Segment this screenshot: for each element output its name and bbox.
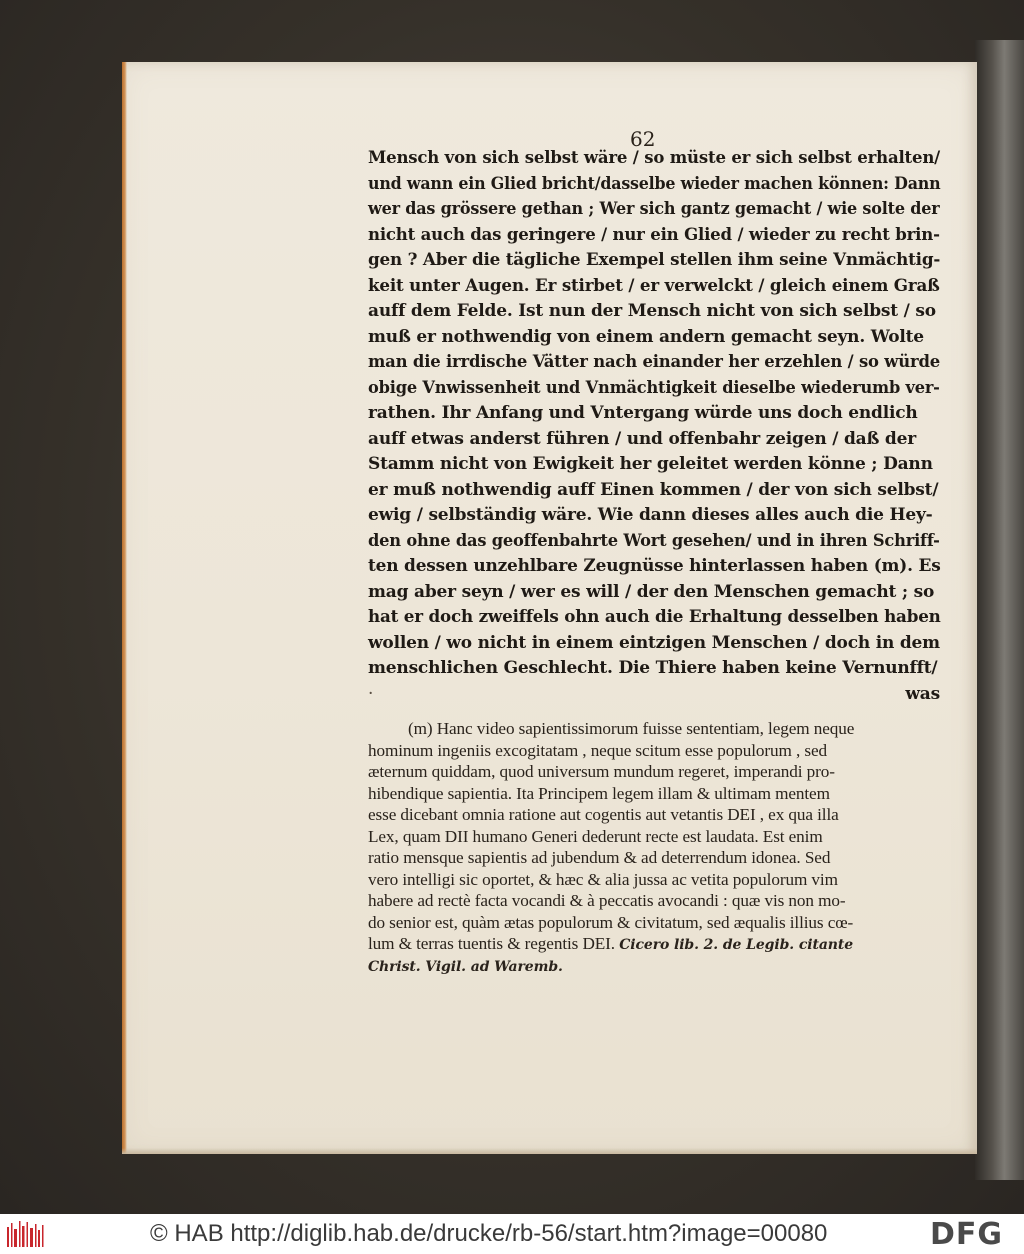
text-line: den ohne das geoffenbahrte Wort gesehen/ und in ihren Schriff- [368,530,940,551]
main-text-block [368,146,940,707]
footnote-line: do senior est, quàm ætas populorum & civitatum, sed æqualis illius cœ- [368,912,854,932]
text-line: Mensch von sich selbst wäre / so müste er sich selbst erhalten/ [368,148,941,168]
footnote-text: lum & terras tuentis & regentis DEI. [368,934,615,953]
footnote-citation: Cicero lib. 2. de Legib. citante [619,937,854,953]
footnote-line: (m) Hanc video sapientissimorum fuisse sententiam, legem neque [408,719,855,738]
footnote-line: habere ad rectè facta vocandi & à peccatis avocandi : quæ vis non mo- [368,891,846,910]
facing-page-edge [975,40,1024,1180]
footnote-line: ratio mensque sapientis ad jubendum & ad deterrendum idonea. Sed [368,848,831,867]
text-line: und wann ein Glied bricht/dasselbe wieder machen können: Dann [368,173,941,194]
catchword-line [368,682,940,708]
text-line: wer das grössere gethan ; Wer sich gantz gemacht / wie solte der [368,199,940,219]
text-line: auff etwas anderst führen / und offenbahr zeigen / daß der [368,428,916,449]
footnote-line: æternum quiddam, quod universum mundum regeret, imperandi pro- [368,762,835,781]
text-line: auff dem Felde. Ist nun der Mensch nicht von sich selbst / so [368,301,936,321]
text-line: rathen. Ihr Anfang und Vntergang würde uns doch endlich [368,403,918,423]
text-line: hat er doch zweiffels ohn auch die Erhaltung desselben haben [368,607,941,627]
page-bottom-shadow [122,1148,977,1154]
text-line: gen ? Aber die tägliche Exempel stellen ihm seine Vnmächtig- [368,250,941,270]
text-line: Stamm nicht von Ewigkeit her geleitet werden könne ; Dann [368,454,933,474]
catchword: was [905,683,940,704]
dfg-logo: DFG [930,1217,1004,1252]
hab-barcode-logo-icon [6,1219,46,1249]
footnote-line: vero intelligi sic oportet, & hæc & alia jussa ac vetita populorum vim [368,869,838,889]
footnote-line: hibendique sapientia. Ita Principem legem illam & ultimam mentem [368,783,830,803]
page-number: 62 [630,127,656,151]
copyright-url-text: © HAB http://diglib.hab.de/drucke/rb-56/start.htm?image=00080 [150,1220,828,1247]
footnote-line [368,933,940,955]
footnote-block [368,718,940,976]
footnote-line: esse dicebant omnia ratione aut cogentis aut vetantis DEI , ex qua illa [368,805,839,824]
text-line: obige Vnwissenheit und Vnmächtigkeit dieselbe wiederumb ver- [368,377,940,398]
text-line: er muß nothwendig auff Einen kommen / der von sich selbst/ [368,479,939,500]
footnote-line: Lex, quam DII humano Generi dederunt recte est laudata. Est enim [368,826,823,846]
text-line: man die irrdische Vätter nach einander her erzehlen / so würde [368,352,941,372]
signature-mark: · [368,683,374,704]
footnote-line: hominum ingeniis excogitatam , neque scitum esse populorum , sed [368,740,828,760]
footnote-citation: Christ. Vigil. ad Waremb. [368,958,563,975]
text-line: mag aber seyn / wer es will / der den Menschen gemacht ; so [368,581,935,602]
text-line: ten dessen unzehlbare Zeugnüsse hinterlassen haben (m). Es [368,556,941,576]
text-line: ewig / selbständig wäre. Wie dann dieses alles auch die Hey- [368,505,933,525]
text-line: menschlichen Geschlecht. Die Thiere haben keine Vernunfft/ [368,658,938,678]
text-line: wollen / wo nicht in einem eintzigen Menschen / doch in dem [368,632,940,653]
text-line: muß er nothwendig von einem andern gemacht seyn. Wolte [368,326,924,347]
page-edge-stain [122,62,127,1154]
footnote-line [368,955,940,977]
text-line: nicht auch das geringere / nur ein Glied / wieder zu recht brin- [368,224,940,245]
text-line: keit unter Augen. Er stirbet / er verwelckt / gleich einem Graß [368,275,940,296]
